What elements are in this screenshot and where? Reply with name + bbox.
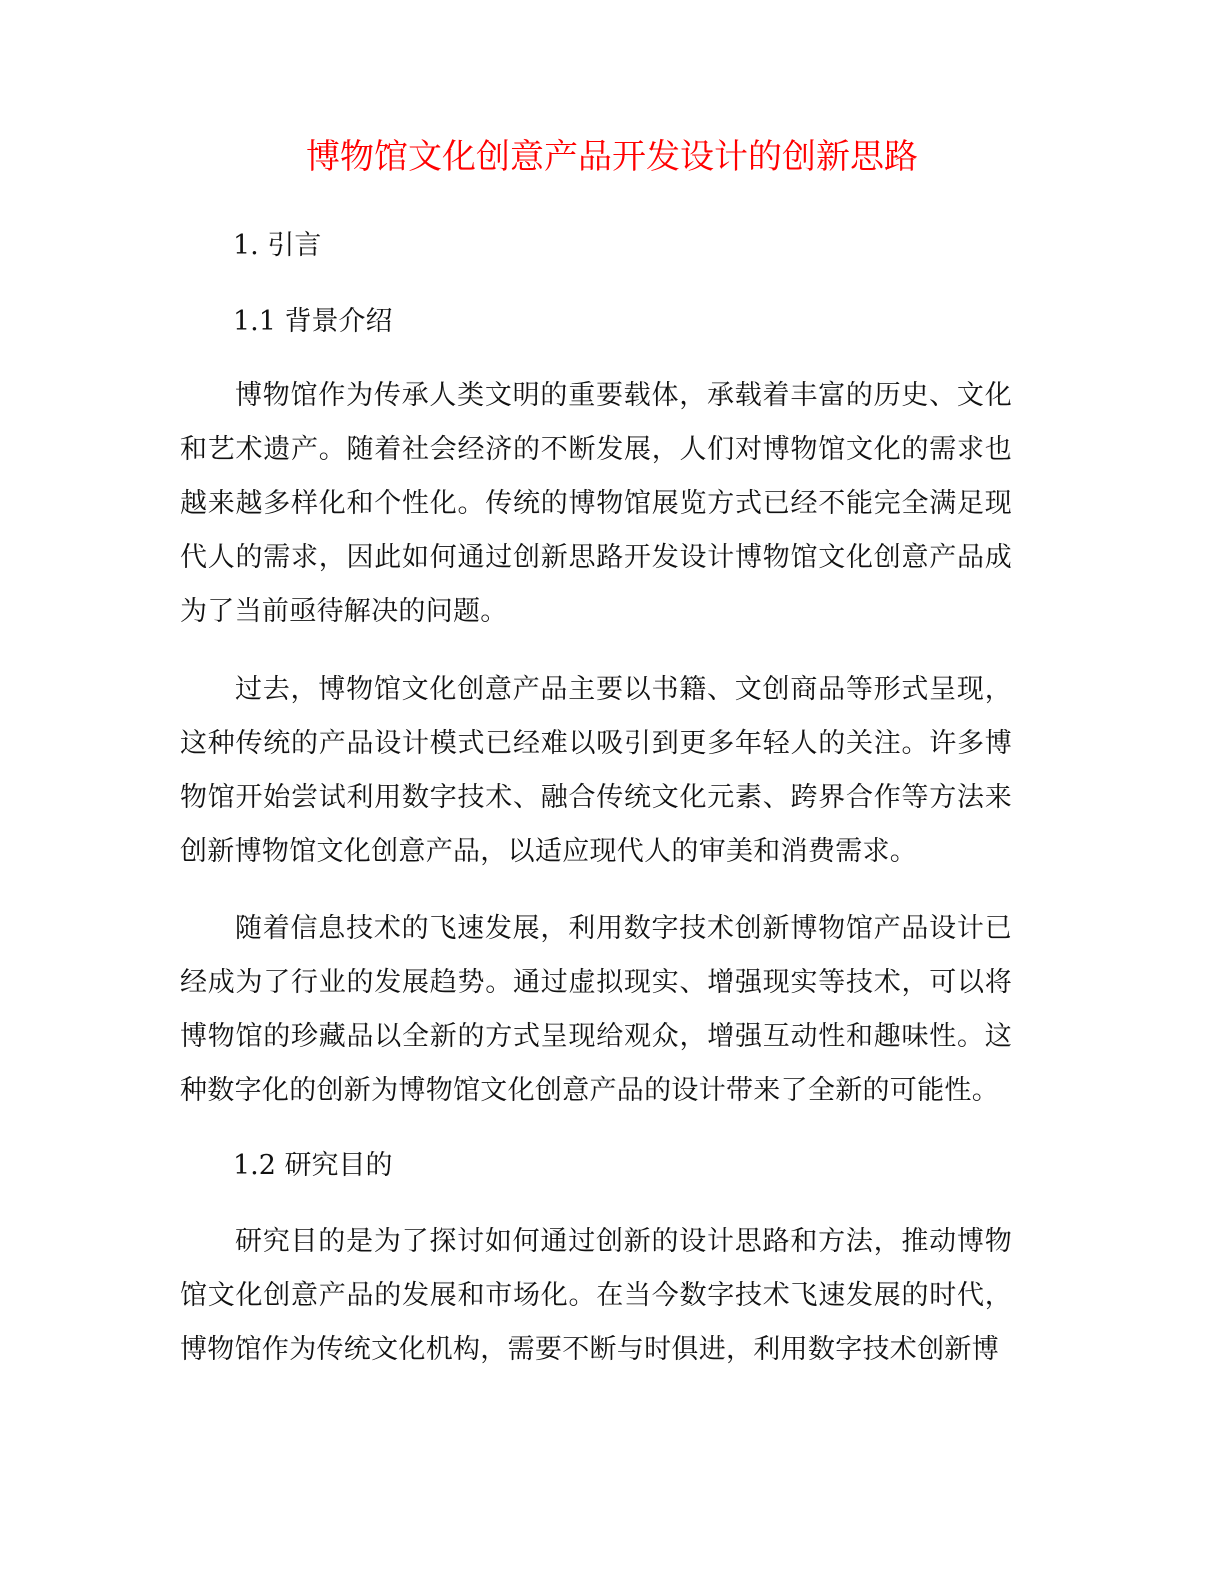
paragraph-background-3: 随着信息技术的飞速发展，利用数字技术创新博物馆产品设计已经成为了行业的发展趋势。通过虚拟现实、增强现实等技术，可以将博物馆的珍藏品以全新的方式呈现给观众，增强互动性和趣味性。这种数字化的创新为博物馆文化创意产品的设计带来了全新的可能性。 (180, 913, 1012, 1106)
document-title: 博物馆文化创意产品开发设计的创新思路 (306, 137, 918, 177)
paragraph-background-1: 博物馆作为传承人类文明的重要载体，承载着丰富的历史、文化和艺术遗产。随着社会经济的不断发展，人们对博物馆文化的需求也越来越多样化和个性化。传统的博物馆展览方式已经不能完全满足现代人的需求，因此如何通过创新思路开发设计博物馆文化创意产品成为了当前亟待解决的问题。 (180, 380, 1012, 627)
section-heading-introduction: 1. 引言 (233, 230, 322, 261)
paragraph-research-purpose: 研究目的是为了探讨如何通过创新的设计思路和方法，推动博物馆文化创意产品的发展和市场化。在当今数字技术飞速发展的时代，博物馆作为传统文化机构，需要不断与时俱进，利用数字技术创新博 (180, 1226, 1012, 1365)
subsection-heading-research-purpose: 1.2 研究目的 (233, 1150, 393, 1181)
subsection-heading-background: 1.1 背景介绍 (233, 306, 393, 337)
paragraph-background-2: 过去，博物馆文化创意产品主要以书籍、文创商品等形式呈现，这种传统的产品设计模式已经难以吸引到更多年轻人的关注。许多博物馆开始尝试利用数字技术、融合传统文化元素、跨界合作等方法来创新博物馆文化创意产品，以适应现代人的审美和消费需求。 (180, 674, 1012, 867)
